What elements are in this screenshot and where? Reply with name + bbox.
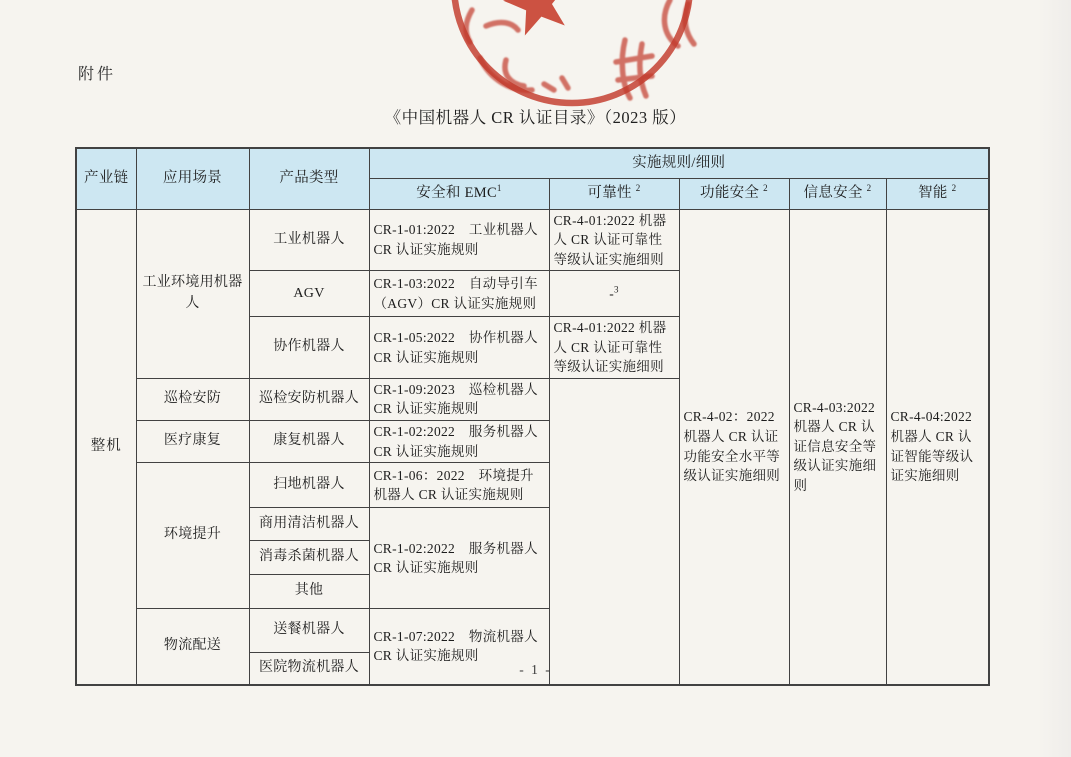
cell-scenario-logistics-delivery: 物流配送 [136,609,249,685]
col-header-intelligence: 智能 $^2$ [886,178,989,209]
cell-emc-rehab: CR-1-02:2022 服务机器人 CR 认证实施规则 [369,421,549,463]
cell-scenario-medical-rehab: 医疗康复 [136,421,249,463]
cell-product-industrial-robot: 工业机器人 [249,209,369,271]
official-seal [420,0,720,112]
cell-emc-sweeping: CR-1-06：2022 环境提升机器人 CR 认证实施规则 [369,463,549,508]
col-header-industry-chain: 产业链 [76,148,136,209]
footnote-marker: 2 [635,183,641,194]
cell-intelligence: CR-4-04:2022 机器人 CR 认证智能等级认证实施细则 [886,209,989,685]
col-header-rules-group: 实施规则/细则 [369,148,989,178]
cell-emc-logistics-merged: CR-1-07:2022 物流机器人 CR 认证实施规则 [369,609,549,685]
col-header-reliability: 可靠性 $^2$ [549,178,679,209]
col-header-information-security: 信息安全 $^2$ [789,178,886,209]
cell-product-sweeping-robot: 扫地机器人 [249,463,369,508]
cell-reliability-collaborative: CR-4-01:2022 机器人 CR 认证可靠性等级认证实施细则 [549,317,679,379]
footnote-marker: 2 [951,183,957,194]
cell-product-other: 其他 [249,575,369,609]
col-header-safety-emc: 安全和 EMC$^1$ [369,178,549,209]
footnote-marker: 3 [613,284,619,295]
cell-reliability-industrial: CR-4-01:2022 机器人 CR 认证可靠性等级认证实施细则 [549,209,679,271]
footnote-marker: 2 [763,183,768,194]
col-header-product-type: 产品类型 [249,148,369,209]
cell-emc-industrial: CR-1-01:2022 工业机器人 CR 认证实施规则 [369,209,549,271]
cell-emc-collaborative: CR-1-05:2022 协作机器人 CR 认证实施规则 [369,317,549,379]
document-title: 《中国机器人 CR 认证目录》（2023 版） [384,108,687,127]
cell-information-security: CR-4-03:2022 机器人 CR 认证信息安全等级认证实施细则 [789,209,886,685]
cell-product-agv: AGV [249,271,369,317]
cell-emc-inspection: CR-1-09:2023 巡检机器人 CR 认证实施规则 [369,378,549,420]
header-row-1 [76,148,989,178]
cell-product-collaborative-robot: 协作机器人 [249,317,369,379]
cell-scenario-industrial-env: 工业环境用机器人 [136,209,249,378]
col-header-application-scenario: 应用场景 [136,148,249,209]
cell-emc-service-merged: CR-1-02:2022 服务机器人 CR 认证实施规则 [369,508,549,609]
seal-ring [454,0,690,103]
cell-emc-agv: CR-1-03:2022 自动导引车（AGV）CR 认证实施规则 [369,271,549,317]
cell-product-meal-delivery-robot: 送餐机器人 [249,609,369,653]
attachment-label: 附件 [78,66,117,83]
cell-functional-safety: CR-4-02：2022 机器人 CR 认证功能安全水平等级认证实施细则 [679,209,789,685]
cell-product-disinfection-robot: 消毒杀菌机器人 [249,541,369,575]
col-header-functional-safety: 功能安全 $^2$ [679,178,789,209]
certification-catalog-table [75,147,990,686]
cell-scenario-inspection-security: 巡检安防 [136,378,249,420]
cell-product-hospital-logistics-robot: 医院物流机器人 [249,653,369,685]
table-row [76,209,989,271]
cell-product-commercial-cleaning-robot: 商用清洁机器人 [249,508,369,541]
cell-product-inspection-robot: 巡检安防机器人 [249,378,369,420]
footnote-marker: 2 [866,183,872,194]
seal-star-icon [497,0,577,39]
cell-scenario-environment-improve: 环境提升 [136,463,249,609]
seal-text-strokes [466,0,694,98]
cell-reliability-agv-none: -$^3$ [549,271,679,317]
footnote-marker: 1 [496,183,502,194]
cell-industry-chain-whole-machine: 整机 [76,209,136,685]
cell-reliability-empty [549,378,679,684]
cell-product-rehab-robot: 康复机器人 [249,421,369,463]
page-number: - 1 - [519,662,552,677]
